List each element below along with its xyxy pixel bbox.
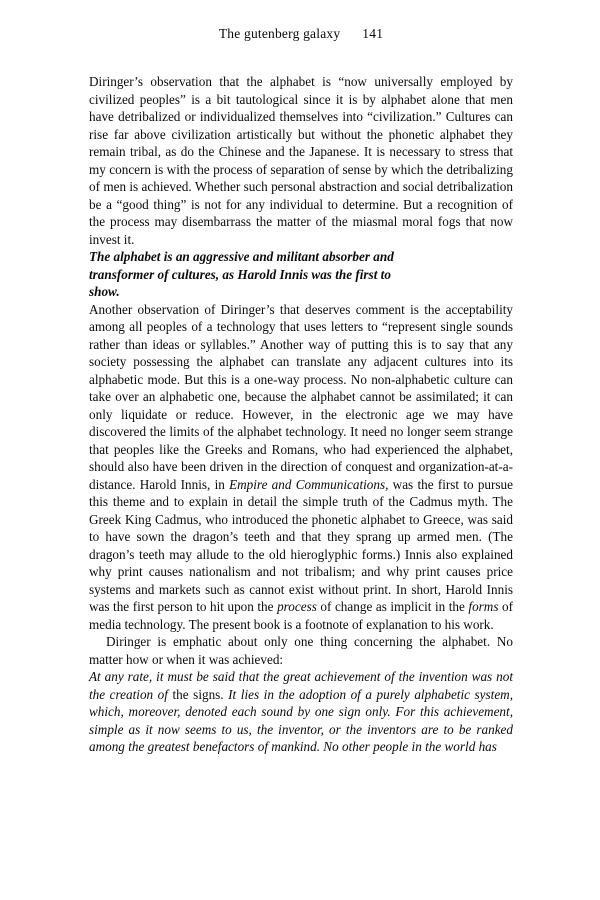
block-quote-great-achievement: At any rate, it must be said that the great achievement of the invention was not the creation of the signs. It lies in the adoption of a purely alphabetic system, which, moreover, denoted each sound by one sign only. For this achievement, simple as it now seems to us, the inventor, or the inventors are to be ranked among the greatest benefactors of mankind. No other people in the world has [89, 669, 514, 754]
paragraph-diringer-observation: Diringer’s observation that the alphabet is “now universally employed by civilized peoples” is a bit tautological since it is by alphabet alone that men have detribalized or individualized themselves into “civilization.” Cultures can rise far above civilization artistically but without the phonetic alphabet they remain tribal, as do the Chinese and the Japanese. It is necessary to stress that my concern is with the process of separation of sense by which the detribalizing of men is achieved. Whether such personal abstraction and social detribalization be a “good thing” is not for any individual to determine. But a recognition of the process may disembarrass the matter of the miasmal moral fogs that now invest it. [89, 74, 513, 247]
page-number: 141 [362, 26, 384, 41]
paragraph-another-observation: Another observation of Diringer’s that deserves comment is the acceptability among all peoples of a technology that uses letters to “represent single sounds rather than ideas or syllables.” Another way of putting this is to say that any society possessing the alphabet can translate any adjacent cultures into its alphabetic mode. But this is a one-way process. No non-alphabetic culture can take over an alphabetic one, because the alphabet cannot be assimilated; it can only liquidate or reduce. However, in the electronic age we may have discovered the limits of the alphabet technology. It need no longer seem strange that peoples like the Greeks and Romans, who had experienced the alphabet, should also have been driven in the direction of conquest and organization-at-a-distance. Harold Innis, in Empire and Communications, was the first to pursue this theme and to explain in detail the simple truth of the Cadmus myth. The Greek King Cadmus, who introduced the phonetic alphabet to Greece, was said to have sown the dragon’s teeth and that they sprang up armed men. (The dragon’s teeth may allude to the old hieroglyphic forms.) Innis also explained why print causes nationalism and not tribalism; and why print causes price systems and markets such as cannot exist without print. In short, Harold Innis was the first person to hit upon the process of change as implicit in the forms of media technology. The present book is a footnote of explanation to his work. [89, 301, 514, 632]
running-head [89, 26, 513, 42]
page-body [89, 73, 513, 756]
pull-quote-alphabet-absorber: The alphabet is an aggressive and militant absorber and transformer of cultures, as Harold Innis was the first to show. [89, 249, 394, 299]
paragraph-diringer-emphatic: Diringer is emphatic about only one thing concerning the alphabet. No matter how or when it was achieved: [89, 634, 513, 667]
book-title: The gutenberg galaxy [218, 26, 341, 41]
